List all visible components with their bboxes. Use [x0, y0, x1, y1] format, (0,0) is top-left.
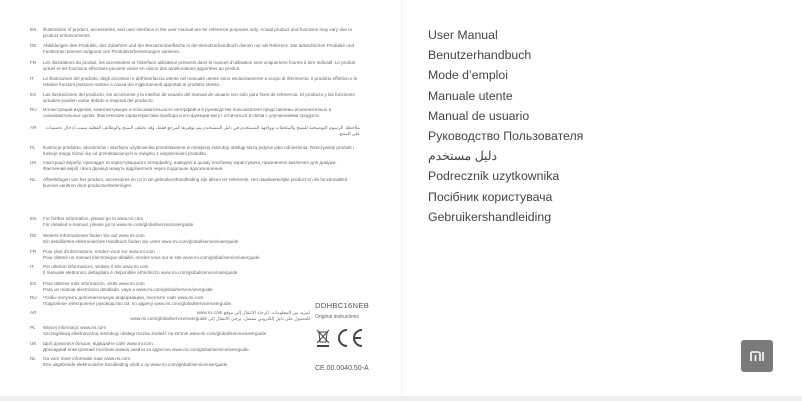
language-code: ES [30, 92, 37, 97]
info-url-text: Para un manual electrónico detallado, vaya a www.mi.com/global/service/userguide [43, 287, 213, 293]
language-code: UK [30, 341, 37, 346]
language-code: DE [30, 233, 37, 238]
language-code: DE [30, 43, 37, 48]
info-it [30, 264, 310, 277]
disclaimer-text: Abbildungen des Produkts, des Zubehörs und der Benutzeroberfläche in der Benutzerhandbuch dienen nur als Referenz. Die tatsächlichen Produkte und Funktionen können aufgrund von Produktverbesserungen variieren. [43, 43, 355, 55]
disclaimer-de [30, 43, 360, 56]
manual-title: Manuale utente [428, 88, 513, 103]
manual-title: Руководство Пользователя [428, 129, 584, 143]
manual-title: Manual de usuario [428, 108, 530, 123]
info-es [30, 281, 310, 294]
manual-title: Посібник користувача [428, 189, 553, 204]
disclaimer-text: Afbeeldingen van het product, accessoires en UI in de gebruikershandleiding zijn alleen ter referentie. Het daadwerkelijke product en de functionaliteit kunnen variëren door productverbeteringen. [43, 177, 348, 189]
info-text: For further information, please go to www.mi.com [43, 216, 144, 221]
disclaimer-text: Illustrations of product, accessories, and user interface in the user manual are for reference purposes only. Actual product and functions may vary due to product enhancements. [43, 27, 353, 39]
language-code: NL [30, 356, 36, 361]
language-code: AR [30, 125, 37, 130]
language-code: EN [30, 27, 37, 32]
info-nl [30, 356, 310, 369]
info-url-text: Il manuale elettronico dettagliato è disponibile all'indirizzo www.mi.com/global/service/userguide [43, 270, 238, 276]
info-en [30, 216, 310, 229]
info-text: Pour plus d'informations, rendez-vous sur www.mi.com [43, 249, 155, 254]
language-code: FR [30, 249, 37, 254]
info-text: Para obtener más información, visite www.mi.com [43, 281, 145, 286]
manual-title: Benutzerhandbuch [428, 48, 532, 63]
info-text: Weitere Informationen finden Sie auf www.mi.com [43, 233, 145, 238]
language-code: FR [30, 60, 37, 65]
disclaimer-text: Иллюстрации изделия, комплектующих и пользовательского интерфейса в руководстве пользователя представлены исключительно в ознакомительных целях. Фактические характеристики прибора и его функции могут отличаться в связи с улучшениями продукта. [43, 107, 332, 119]
manual-title: User Manual [428, 28, 498, 42]
disclaimer-text: Ілюстрації виробу, приладдя та користувацького інтерфейсу, наведені в цьому посібнику користувача, призначено виключно для довідки. Фактичний виріб і його функції можуть відрізнятися через подальше вдосконалення. [43, 160, 337, 172]
info-url-text: Ein detailliertes elektronisches Handbuch finden Sie unter www.mi.com/global/service/userguide [43, 239, 239, 245]
info-url-text: Een uitgebreide elektronische handleiding vindt u op www.mi.com/global/service/userguide [43, 362, 228, 368]
info-ar [30, 310, 310, 323]
page-edge [0, 396, 802, 401]
mi-logo [741, 340, 773, 372]
disclaimer-fr [30, 60, 360, 73]
language-code: IT [30, 264, 35, 269]
manual-title: Mode d’emploi [428, 68, 508, 83]
ce-code: CE.00.0040.50-A [315, 365, 369, 372]
info-fr [30, 249, 310, 262]
disclaimer-text: ملاحظة: الرسوم التوضيحية للمنتج والملحقات وواجهة المستخدم في دليل المستخدم يتم توفيرها كمرجع فقط، وقد يختلف المنتج والوظائف الفعلية بسبب إدخال تحسينات على المنتج. [45, 125, 360, 137]
disclaimer-es [30, 92, 360, 105]
manual-title: Gebruikershandleiding [428, 209, 552, 224]
info-text: Więcej informacji: www.mi.com [43, 325, 107, 330]
disclaimer-text: Las ilustraciones del producto, los accesorios y la interfaz de usuario del manual de usuario son solo para fines de referencia. El producto y las funciones actuales pueden variar debido a mejoras del producto. [43, 92, 355, 104]
language-code: PL [30, 325, 36, 330]
language-code: EN [30, 216, 37, 221]
disclaimer-uk [30, 160, 360, 173]
language-code: RU [30, 295, 37, 300]
disclaimer-ar [30, 125, 360, 138]
certification-marks [316, 328, 365, 348]
info-url-text: For detailed e-manual, please go to www.mi.com/global/service/userguide [43, 222, 194, 228]
disclaimer-text: Ilustracje produktu, akcesoriów i interfejsu użytkownika przedstawione w niniejszej instrukcji obsługi służą jedynie jako odniesienia. Rzeczywisty produkt i funkcje mogą różnić się od przedstawionych w związku z ulepszeniami produktu. [43, 145, 354, 157]
info-pl [30, 325, 310, 338]
weee-bin-icon [316, 329, 330, 347]
disclaimer-ru [30, 107, 360, 120]
info-text: Щоб дізнатися більше, відвідайте сайт www.mi.com. [43, 341, 154, 346]
info-url-text: Подробное электронное руководство см. по адресу www.mi.com/global/service/userguide [43, 301, 232, 307]
info-text: Ga voor meer informatie naar www.mi.com [43, 356, 131, 361]
original-instructions-label: Original instructions [315, 314, 359, 320]
disclaimer-nl [30, 177, 360, 190]
info-uk [30, 341, 310, 354]
info-de [30, 233, 310, 246]
disclaimer-text: Le illustrazioni del prodotto, degli accessori e dell'interfaccia utente nel manuale utente sono esclusivamente a scopo di riferimento. Il prodotto effettivo e le relative funzioni possono variare a causa dei miglioramenti apportati al prodotto stesso. [43, 76, 358, 88]
info-url-text: للحصول على دليل إلكتروني مفصل، يرجى الانتقال إلى www.mi.com/global/service/userguide [130, 316, 310, 322]
info-text: Чтобы получить дополнительную информацию, посетите сайт www.mi.com [43, 295, 204, 300]
info-text: لمزيد من المعلومات، الرجاء الانتقال إلى موقع www.mi.com [196, 310, 310, 315]
info-ru [30, 295, 310, 308]
disclaimer-en [30, 27, 360, 40]
ce-mark-icon [335, 328, 365, 348]
language-code: AR [30, 310, 37, 315]
info-text: Per ulteriori informazioni, visitare il sito www.mi.com [43, 264, 149, 269]
disclaimer-it [30, 76, 360, 89]
language-code: ES [30, 281, 37, 286]
info-url-text: Pour obtenir un manuel électronique détaillé, rendez-vous sur le site www.mi.com/global/service/userguide [43, 255, 260, 261]
info-url-text: Докладний електронний посібник можна знайти за адресою www.mi.com/global/service/userguide. [43, 347, 251, 353]
disclaimer-text: Les illustrations du produit, les accessoires et l'interface utilisateur présents dans le manuel d'utilisation sont uniquement fournis à titre indicatif. Le produit actuel et les fonctions effectives peuvent varier en raison des améliorations apportées au produit. [43, 60, 356, 72]
info-url-text: Szczegółową elektroniczną instrukcję obsługi można znaleźć na stronie www.mi.com/global/service/userguide [43, 331, 267, 337]
disclaimer-pl [30, 145, 360, 158]
language-code: RU [30, 107, 37, 112]
manual-title: Podrecznik uzytkownika [428, 169, 560, 184]
manual-title: دليل مستخدم [428, 149, 497, 164]
model-number: DDHBC16NEB [315, 301, 370, 310]
language-code: UK [30, 160, 37, 165]
language-code: IT [30, 76, 35, 81]
language-code: NL [30, 177, 36, 182]
language-code: PL [30, 145, 36, 150]
